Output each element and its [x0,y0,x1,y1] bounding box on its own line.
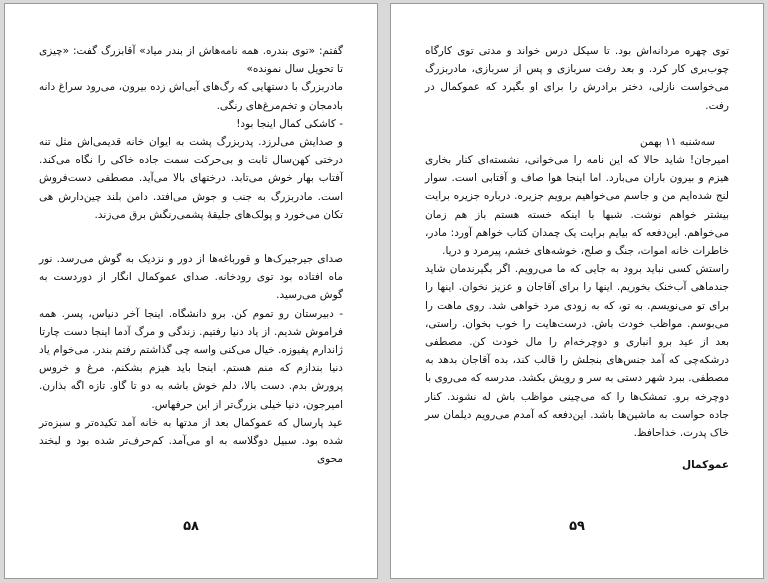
paragraph: امیرجان! شاید حالا که این نامه را می‌خوانی، نشسته‌ای کنار بخاری هیزم و بیرون باران می‌بارد. اما اینجا هوا صاف و آفتابی است. سوار لنج شده‌ایم من و جاسم می‌خواهیم برویم جزیره. درباره جزیره برایت بیشتر خواهم نوشت. شبها با اینکه خسته هستم باز هم زمان می‌خواهم. این‌دفعه که بیایم برایت یک چمدان کتاب خواهم آورد: مادر، خاطرات خانه اموات، جنگ و صلح، خوشه‌های خشم، پیرمرد و دریا. [425,154,729,258]
paragraph: عید پارسال که عموکمال بعد از مدتها به خانه آمد تکیده‌تر و سبزه‌تر شده بود. سبیل دوگلاسه به او می‌آمد. کم‌حرف‌تر شده بود و لبخند محوی [39,416,343,466]
paragraph: - دبیرستان رو تموم کن. برو دانشگاه. اینجا آخر دنیاس، پسر. همه فراموش شدیم. از یاد دنیا رفتیم. زندگی و مرگ آدما اینجا دست چارتا ژاندارم پفیوزه. خیال می‌کنی واسه چی گذاشتم رفتم بندر. می‌خوام یاد دنیا بندازم که منم هستم. اینجا باید هیزم بشکنم. مرغ و خروس پرورش بدم. دست بالا، دلم خوش باشه به دو تا گاو. تازه اگه بذارن. امیرجون، دنیا خیلی بزرگ‌تر از این حرفهاس. [39,307,343,411]
paragraph: مادربزرگ با دستهایی که رگ‌های آبی‌اش زده بیرون، می‌رود سراغ دانه بادمجان و تخم‌مرغ‌های رنگی. [39,81,343,112]
letter-date-heading: سه‌شنبه ۱۱ بهمن [640,135,715,148]
right-page [390,3,764,579]
letter-signature: عموکمال [682,459,729,472]
left-page-text [39,42,343,468]
paragraph: - کاشکی کمال اینجا بود! [236,117,343,130]
page-number: ۵۸ [183,519,199,534]
paragraph: راستش کسی نباید برود به جایی که ما می‌رویم. اگر بگیرندمان شاید جندماهی آب‌خنک بخوریم. اینها را برای آقاجان و عزیز نخوان. اینها را برای تو می‌نویسم. به تو، که به زودی مرد خواهی شد. روی ماهت را می‌بوسم. مواظب خودت باش. درست‌هایت را خوب بخوان. راستی، بعد از عید برو انباری و دوچرخه‌ام را مال خودت کن. مصطفی درشکه‌چی که آمد جنس‌های بنجلش را قالب کند، بده آقاجان بدهد به مصطفی. ببرد شهر دستی به سر و رویش بکشد. مدرسه که می‌روی با دوچرخه برو. تمشک‌ها را که می‌چینی مواظب باش له نشوند. کنار جاده حواست به ماشین‌ها باشد. این‌دفعه که آمدم می‌رویم دیلمان سر خاک پدرت. خداحافظ. [425,263,729,440]
paragraph: گفتم: «توی بندره. همه نامه‌هاش از بندر میاد» آقابزرگ گفت: «چیزی تا تحویل سال نمونده» [39,45,343,76]
left-page [4,3,378,579]
paragraph: توی چهره مردانه‌اش بود. تا سیکل درس خواند و مدتی توی کارگاه چوب‌بری کار کرد. و بعد رفت سربازی و پس از سربازی، مادربزرگ می‌خواست نازلی، دختر برادرش را برای او بگیرد که عموکمال در رفت. [425,45,729,112]
paragraph: صدای جیرجیرک‌ها و قورباغه‌ها از دور و نزدیک به گوش می‌رسد. نور ماه افتاده بود توی رودخانه. صدای عموکمال انگار از دوردست به گوش می‌رسید. [39,253,343,302]
right-page-text [425,42,729,474]
paragraph: و صدایش می‌لرزد. پدربزرگ پشت به ایوان خانه قدیمی‌اش مثل تنه درختی کهن‌سال ثابت و بی‌حرکت سمت جاده خاکی را نگاه می‌کند. آفتاب بهار خوش می‌تابد. درختهای بالا می‌آید. مصطفی دست‌فروش است. مادربزرگ به جنب و جوش می‌افتد. دامن بلند چین‌دارش هی تکان می‌خورد و پولک‌های جلیقهٔ پشمی‌رنگش برق می‌زند. [39,136,343,221]
page-number: ۵۹ [569,519,585,534]
